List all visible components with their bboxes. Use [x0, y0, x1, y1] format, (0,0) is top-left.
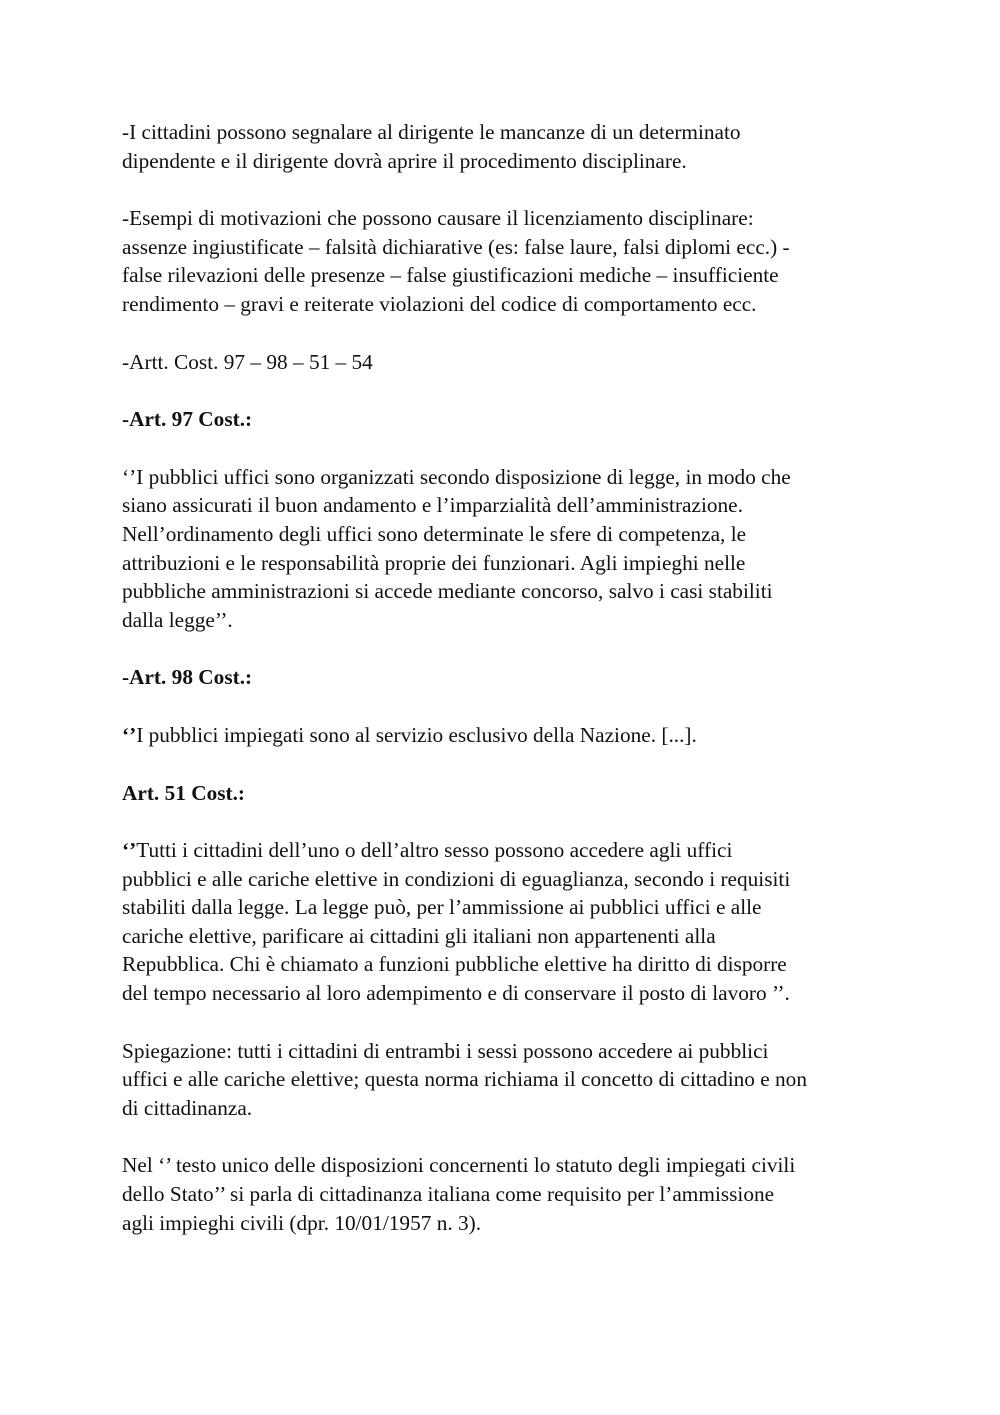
text-line: stabiliti dalla legge. La legge può, per l’ammissione ai pubblici uffici e alle: [122, 895, 762, 920]
text-line: [122, 836, 892, 865]
text-line: Spiegazione: tutti i cittadini di entrambi i sessi possono accedere ai pubblici: [122, 1038, 769, 1063]
heading-art-51: Art. 51 Cost.:: [122, 780, 246, 805]
text-line: Repubblica. Chi è chiamato a funzioni pubbliche elettive ha diritto di disporre: [122, 952, 787, 977]
paragraph-articoli-list: [122, 348, 892, 377]
text-line: di cittadinanza.: [122, 1095, 253, 1120]
quote-text: I pubblici impiegati sono al servizio esclusivo della Nazione. [...].: [136, 722, 697, 747]
text-line: uffici e alle cariche elettive; questa norma richiama il concetto di cittadino e non: [122, 1067, 807, 1092]
text-line: cariche elettive, parificare ai cittadini gli italiani non appartenenti alla: [122, 923, 716, 948]
text-line: -I cittadini possono segnalare al dirigente le mancanze di un determinato: [122, 120, 741, 144]
paragraph-testo-unico: [122, 1151, 892, 1237]
text-line: attribuzioni e le responsabilità proprie dei funzionari. Agli impieghi nelle: [122, 550, 746, 575]
text-line: pubblici e alle cariche elettive in condizioni di eguaglianza, secondo i requisiti: [122, 866, 791, 891]
text-line: false rilevazioni delle presenze – false giustificazioni mediche – insufficiente: [122, 263, 779, 288]
text-line: [122, 721, 892, 750]
heading-art-98: -Art. 98 Cost.:: [122, 665, 253, 690]
quote-mark: ‘’: [122, 722, 137, 747]
text-line: dalla legge’’.: [122, 607, 233, 632]
text-line: assenze ingiustificate – falsità dichiarative (es: false laure, falsi diplomi ecc.) -: [122, 234, 790, 259]
quote-art-98: [122, 721, 892, 750]
text-line: -Esempi di motivazioni che possono causare il licenziamento disciplinare:: [122, 206, 754, 231]
quote-mark: ‘’: [122, 838, 137, 863]
text-line: rendimento – gravi e reiterate violazioni del codice di comportamento ecc.: [122, 291, 757, 316]
paragraph-spiegazione: [122, 1037, 892, 1123]
text-line: -Artt. Cost. 97 – 98 – 51 – 54: [122, 349, 373, 374]
text-line: del tempo necessario al loro adempimento e di conservare il posto di lavoro ’’.: [122, 981, 790, 1006]
document-page: [122, 118, 892, 1266]
text-line: dello Stato’’ si parla di cittadinanza italiana come requisito per l’ammissione: [122, 1182, 775, 1207]
paragraph-segnalazioni: [122, 118, 892, 175]
quote-art-97: [122, 463, 892, 635]
text-line: siano assicurati il buon andamento e l’imparzialità dell’amministrazione.: [122, 493, 743, 518]
quote-text: Tutti i cittadini dell’uno o dell’altro sesso possono accedere agli uffici: [136, 838, 733, 863]
text-line: pubbliche amministrazioni si accede mediante concorso, salvo i casi stabiliti: [122, 579, 773, 604]
text-line: agli impieghi civili (dpr. 10/01/1957 n. 3).: [122, 1210, 482, 1235]
text-line: dipendente e il dirigente dovrà aprire il procedimento disciplinare.: [122, 148, 687, 173]
heading-art-97: -Art. 97 Cost.:: [122, 407, 253, 432]
text-line: Nell’ordinamento degli uffici sono determinate le sfere di competenza, le: [122, 521, 747, 546]
paragraph-esempi: [122, 204, 892, 318]
quote-art-51: [122, 836, 892, 1008]
text-line: Nel ‘’ testo unico delle disposizioni concernenti lo statuto degli impiegati civili: [122, 1153, 796, 1178]
text-line: ‘’I pubblici uffici sono organizzati secondo disposizione di legge, in modo che: [122, 464, 791, 489]
